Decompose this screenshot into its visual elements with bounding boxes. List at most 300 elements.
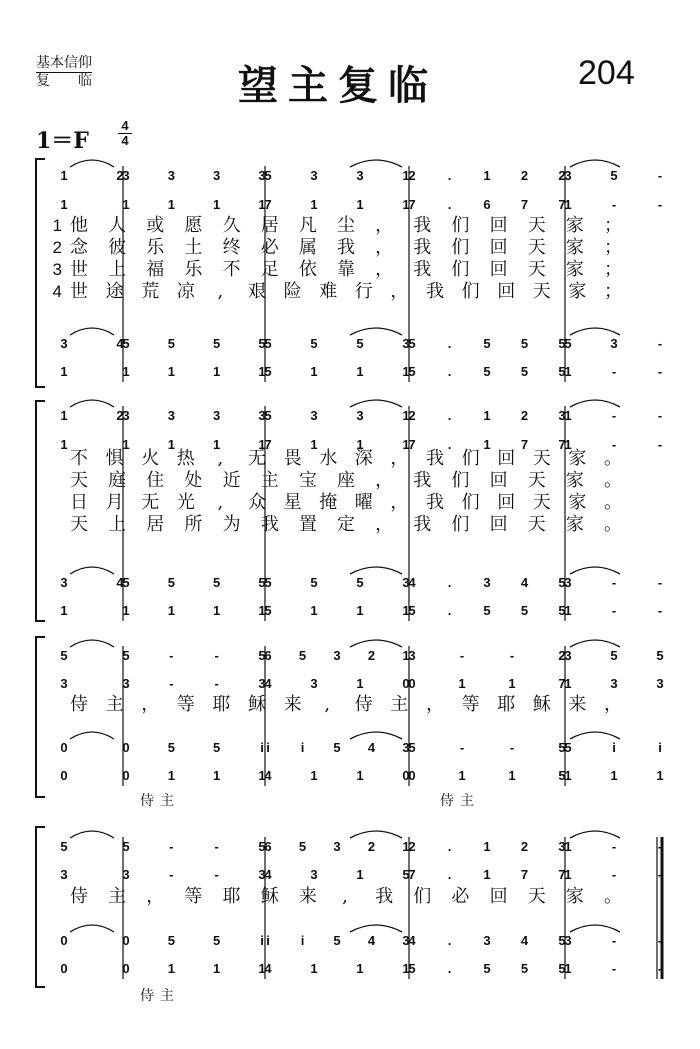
note: 1 — [258, 768, 266, 783]
note: 5 — [167, 575, 175, 590]
note: 5 — [520, 603, 529, 618]
tie-arc — [350, 567, 402, 574]
lyric-char: 天 — [532, 492, 551, 513]
lyric-char: 回 — [497, 448, 516, 469]
note: 3 — [610, 336, 618, 351]
note: 5 — [333, 933, 341, 948]
note: 1 — [356, 603, 364, 618]
note: 1 — [213, 364, 221, 379]
note: . — [447, 364, 452, 379]
lyric-char: 天 — [527, 514, 546, 535]
note: 3 — [564, 933, 572, 948]
note: i — [658, 740, 662, 755]
note: 1 — [564, 197, 572, 212]
note: 1 — [402, 408, 410, 423]
lyric-char: 回 — [489, 215, 508, 236]
lyric-char: 为 — [222, 514, 241, 535]
note: 1 — [356, 676, 364, 691]
note: 1 — [167, 961, 175, 976]
note: 3 — [402, 740, 410, 755]
lyric-char: 主 — [390, 694, 409, 715]
lyric-char: 稣 — [260, 886, 279, 907]
tie-arc — [70, 640, 114, 647]
note: 5 — [520, 961, 529, 976]
lyric-char: 世 — [70, 281, 88, 302]
note: 5 — [564, 740, 572, 755]
note: 1 — [483, 437, 491, 452]
note: 6 — [264, 839, 272, 854]
note: 7 — [520, 437, 529, 452]
lyric-char: 日 — [70, 492, 88, 513]
note: - — [657, 575, 663, 590]
note: 5 — [60, 839, 68, 854]
note: 1 — [402, 197, 410, 212]
note: 1 — [458, 768, 466, 783]
note: 2 — [116, 168, 124, 183]
tie-arc — [350, 160, 402, 167]
note: 3 — [167, 168, 175, 183]
lyric-char: 不 — [70, 448, 88, 469]
note: 5 — [558, 740, 566, 755]
note: 7 — [558, 437, 566, 452]
note: 1 — [213, 197, 221, 212]
note: 3 — [122, 168, 130, 183]
lyric-char: 回 — [489, 514, 508, 535]
lyric-char: 畏 — [283, 448, 302, 469]
note: 5 — [558, 961, 566, 976]
lyric-char: 们 — [451, 237, 470, 258]
note: 0 — [122, 933, 130, 948]
lyric-char: 们 — [451, 470, 470, 491]
lyric-char: 家 — [568, 448, 587, 469]
lyric-char: 回 — [489, 470, 508, 491]
lyric-char: , — [217, 492, 224, 513]
lyric-char: 们 — [461, 492, 480, 513]
lyric-char: 足 — [260, 259, 279, 280]
note: - — [214, 867, 219, 882]
lyric-char: 险 — [283, 281, 302, 302]
lyric-char: 定 — [337, 514, 355, 535]
tie-arc — [350, 925, 402, 932]
note: 3 — [213, 408, 221, 423]
note: - — [214, 648, 219, 663]
note: 0 — [402, 676, 410, 691]
note: 3 — [333, 648, 341, 663]
lyric-char: ， — [146, 886, 165, 907]
note: 3 — [356, 408, 364, 423]
note: - — [459, 740, 465, 755]
lyric-char: ， — [375, 237, 394, 258]
lyric-char: 凉 — [176, 281, 195, 302]
lyric-char: 家 — [565, 237, 584, 258]
tie-arc — [70, 328, 114, 335]
note: 3 — [213, 168, 221, 183]
note: - — [657, 603, 663, 618]
lyric-char: ， — [375, 514, 394, 535]
note: 1 — [258, 603, 266, 618]
note: 3 — [564, 648, 572, 663]
note: - — [611, 961, 617, 976]
note: i — [300, 740, 305, 755]
tie-arc — [350, 732, 402, 739]
note: 1 — [356, 961, 364, 976]
note: 0 — [122, 740, 130, 755]
lyric-char: 家 — [565, 470, 584, 491]
note: 1 — [610, 768, 618, 783]
note: 1 — [564, 408, 572, 423]
note: . — [447, 961, 452, 976]
note: 5 — [258, 575, 266, 590]
lyric-char: 天 — [527, 886, 546, 907]
lyric-char: 主 — [260, 470, 279, 491]
note: 3 — [310, 168, 318, 183]
verse-number: 4 — [52, 282, 62, 301]
lyric-char: ， — [141, 694, 160, 715]
lyric-char: ， — [604, 694, 622, 715]
tie-arc — [70, 732, 114, 739]
note: 6 — [264, 648, 272, 663]
lyric-char: , — [217, 281, 224, 302]
note: 4 — [367, 740, 376, 755]
lyric-char: 所 — [184, 514, 203, 535]
note: 2 — [520, 839, 529, 854]
note: - — [611, 867, 617, 882]
note: 5 — [408, 336, 416, 351]
note: 2 — [408, 839, 416, 854]
lyric-char: 回 — [489, 259, 508, 280]
note: 6 — [483, 197, 491, 212]
note: - — [657, 364, 663, 379]
time-signature-bottom: 4 — [118, 133, 132, 148]
note: 1 — [60, 408, 68, 423]
note: 3 — [610, 676, 618, 691]
note: i — [260, 740, 264, 755]
note: 1 — [564, 768, 572, 783]
note: 5 — [356, 575, 364, 590]
note: 5 — [264, 575, 272, 590]
lyric-char: 回 — [497, 281, 516, 302]
note: 5 — [610, 648, 618, 663]
note: - — [611, 364, 617, 379]
lyric-char: 。 — [604, 492, 622, 513]
note: 5 — [558, 575, 566, 590]
lyric-char: 天 — [532, 281, 551, 302]
note: 5 — [264, 168, 272, 183]
note: 5 — [408, 740, 416, 755]
note: i — [266, 740, 270, 755]
lyric-char: 我 — [375, 886, 394, 907]
note: 3 — [60, 575, 68, 590]
note: - — [611, 839, 617, 854]
note: 5 — [122, 839, 130, 854]
note: 7 — [264, 437, 272, 452]
note: 7 — [558, 867, 566, 882]
lyric-char: 。 — [604, 514, 622, 535]
note: . — [447, 437, 452, 452]
note: . — [447, 408, 452, 423]
note: 1 — [564, 364, 572, 379]
note: 1 — [258, 197, 266, 212]
lyric-char: 耶 — [497, 694, 516, 715]
note: 1 — [122, 364, 130, 379]
note: 0 — [408, 676, 416, 691]
note: 5 — [483, 364, 491, 379]
lyric-char: 我 — [426, 492, 444, 513]
lyric-char: 上 — [108, 514, 127, 535]
note: 3 — [258, 168, 266, 183]
note: 1 — [356, 768, 364, 783]
note: 3 — [402, 336, 410, 351]
note: 3 — [356, 168, 364, 183]
note: i — [260, 933, 264, 948]
note: 1 — [310, 961, 318, 976]
note: 5 — [558, 933, 566, 948]
lyric-char: 上 — [108, 259, 127, 280]
note: 5 — [483, 961, 491, 976]
lyric-char: 来 — [568, 694, 587, 715]
note: 5 — [167, 740, 175, 755]
lyric-char: 属 — [298, 237, 317, 258]
lyric-char: 土 — [184, 237, 203, 258]
note: i — [300, 933, 305, 948]
note: . — [447, 575, 452, 590]
note: 1 — [564, 961, 572, 976]
tie-arc — [570, 328, 620, 335]
tie-arc — [570, 831, 620, 838]
note: 3 — [564, 168, 572, 183]
key-signature: 1＝F — [36, 128, 89, 154]
lyric-char: 火 — [141, 448, 160, 469]
note: 5 — [408, 603, 416, 618]
note: 1 — [483, 867, 491, 882]
note: 1 — [60, 603, 68, 618]
note: - — [169, 839, 174, 854]
note: - — [611, 933, 617, 948]
lyric-char: 处 — [184, 470, 203, 491]
lyric-char: 水 — [319, 448, 338, 469]
note: 0 — [60, 740, 68, 755]
note: 0 — [408, 768, 416, 783]
note: 3 — [60, 336, 68, 351]
lyric-char: 近 — [222, 470, 241, 491]
lyric-char: 天 — [527, 215, 546, 236]
lyric-char: 置 — [298, 514, 317, 535]
lyric-char: 天 — [70, 514, 88, 535]
note: . — [447, 336, 452, 351]
note: 1 — [310, 768, 318, 783]
note: 1 — [213, 768, 221, 783]
note: 5 — [213, 336, 221, 351]
note: 3 — [60, 676, 68, 691]
lyric-char: 侍 — [70, 694, 88, 715]
lyric-char: 行 — [354, 281, 373, 302]
note: - — [509, 648, 515, 663]
lyric-char: 曜 — [354, 492, 373, 513]
note: 1 — [258, 961, 266, 976]
lyric-char: 我 — [426, 281, 444, 302]
note: 5 — [264, 364, 272, 379]
lyric-char: 来 — [283, 694, 302, 715]
note: 5 — [310, 575, 318, 590]
lyric-char: 居 — [146, 514, 165, 535]
note: - — [657, 961, 663, 976]
note: 1 — [310, 197, 318, 212]
note: 5 — [60, 648, 68, 663]
lyric-char: 福 — [146, 259, 165, 280]
lyric-char: 天 — [527, 237, 546, 258]
lyric-char: 回 — [489, 886, 508, 907]
lyric-char: 艰 — [248, 281, 266, 302]
lyric-char: 彼 — [108, 237, 127, 258]
note: 5 — [258, 648, 266, 663]
note: i — [612, 740, 616, 755]
note: 2 — [520, 168, 529, 183]
note: 3 — [122, 676, 130, 691]
lyric-char: 耶 — [222, 886, 241, 907]
note: 5 — [402, 867, 410, 882]
note: 1 — [402, 961, 410, 976]
note: 3 — [483, 933, 491, 948]
lyric-char: 我 — [413, 215, 432, 236]
note: 3 — [483, 575, 491, 590]
tie-arc — [70, 160, 114, 167]
note: 3 — [564, 575, 572, 590]
note: 1 — [402, 437, 410, 452]
lyric-char: 我 — [413, 470, 432, 491]
note: - — [657, 336, 663, 351]
note: . — [447, 839, 452, 854]
note: 7 — [408, 197, 416, 212]
note: 7 — [408, 437, 416, 452]
note: 1 — [356, 364, 364, 379]
lyric-char: 我 — [413, 237, 432, 258]
note: 3 — [60, 867, 68, 882]
note: 5 — [558, 336, 566, 351]
note: - — [657, 839, 663, 854]
note: 1 — [402, 839, 410, 854]
note: - — [657, 867, 663, 882]
lyric-char: 稣 — [532, 694, 551, 715]
lyric-char: 家 — [565, 514, 584, 535]
lyric-char: 我 — [260, 514, 279, 535]
note: 2 — [408, 168, 416, 183]
lyric-char: 。 — [604, 448, 622, 469]
note: 5 — [167, 933, 175, 948]
note: 5 — [213, 933, 221, 948]
note: 1 — [310, 364, 318, 379]
lyric-char: 回 — [489, 237, 508, 258]
lyric-char: 必 — [451, 886, 470, 907]
lyric-char: 凡 — [298, 215, 317, 236]
note: 1 — [60, 364, 68, 379]
lyric-char: 等 — [176, 694, 195, 715]
verse-number: 1 — [52, 216, 62, 235]
harmony-lyric: 侍主 — [140, 793, 180, 809]
note: 1 — [356, 197, 364, 212]
note: 2 — [116, 408, 124, 423]
note: - — [657, 437, 663, 452]
lyric-char: 或 — [146, 215, 165, 236]
note: 1 — [167, 768, 175, 783]
note: 1 — [564, 603, 572, 618]
note: - — [509, 740, 515, 755]
lyric-char: , — [217, 448, 224, 469]
note: 5 — [264, 603, 272, 618]
note: 5 — [558, 603, 566, 618]
note: 1 — [213, 603, 221, 618]
lyric-char: 们 — [451, 514, 470, 535]
note: 5 — [520, 336, 529, 351]
tie-arc — [350, 400, 402, 407]
lyric-char: 众 — [248, 492, 266, 513]
note: 1 — [60, 197, 68, 212]
lyric-char: 居 — [260, 215, 279, 236]
tie-arc — [570, 400, 620, 407]
note: 7 — [520, 197, 529, 212]
lyric-char: 我 — [337, 237, 355, 258]
lyric-char: 们 — [461, 448, 480, 469]
note: - — [611, 408, 617, 423]
note: 5 — [264, 336, 272, 351]
note: 1 — [483, 839, 491, 854]
note: 2 — [558, 648, 566, 663]
note: . — [447, 603, 452, 618]
note: - — [657, 197, 663, 212]
note: 5 — [310, 336, 318, 351]
tie-arc — [350, 831, 402, 838]
lyric-char: 家 — [565, 215, 584, 236]
lyric-char: 回 — [497, 492, 516, 513]
lyric-char: 掩 — [319, 492, 338, 513]
lyric-char: 世 — [70, 259, 88, 280]
lyric-char: 无 — [141, 492, 160, 513]
lyric-char: 。 — [604, 470, 622, 491]
tie-arc — [570, 160, 620, 167]
note: - — [611, 603, 617, 618]
note: 5 — [264, 408, 272, 423]
lyric-char: 人 — [108, 215, 127, 236]
note: 1 — [310, 603, 318, 618]
lyric-char: 终 — [222, 237, 241, 258]
lyric-char: 等 — [461, 694, 480, 715]
note: 2 — [367, 648, 376, 663]
note: 5 — [122, 575, 130, 590]
lyric-char: 我 — [413, 259, 432, 280]
lyric-char: 乐 — [184, 259, 203, 280]
note: - — [657, 933, 663, 948]
lyric-char: 住 — [146, 470, 165, 491]
note: . — [447, 867, 452, 882]
lyric-char: 们 — [451, 215, 470, 236]
note: - — [169, 867, 174, 882]
lyric-char: 荒 — [141, 281, 160, 302]
note: - — [611, 197, 617, 212]
note: 3 — [402, 933, 410, 948]
category-label: 基本信仰 — [36, 55, 92, 71]
note: 5 — [656, 648, 664, 663]
note: 3 — [333, 839, 341, 854]
note: 1 — [458, 676, 466, 691]
note: 7 — [408, 867, 416, 882]
note: 1 — [122, 197, 130, 212]
note: i — [266, 933, 270, 948]
note: 5 — [258, 336, 266, 351]
lyric-char: 惧 — [105, 448, 124, 469]
note: 2 — [367, 839, 376, 854]
lyric-char: 久 — [222, 215, 241, 236]
lyric-char: , — [342, 886, 348, 907]
lyric-char: 乐 — [146, 237, 165, 258]
